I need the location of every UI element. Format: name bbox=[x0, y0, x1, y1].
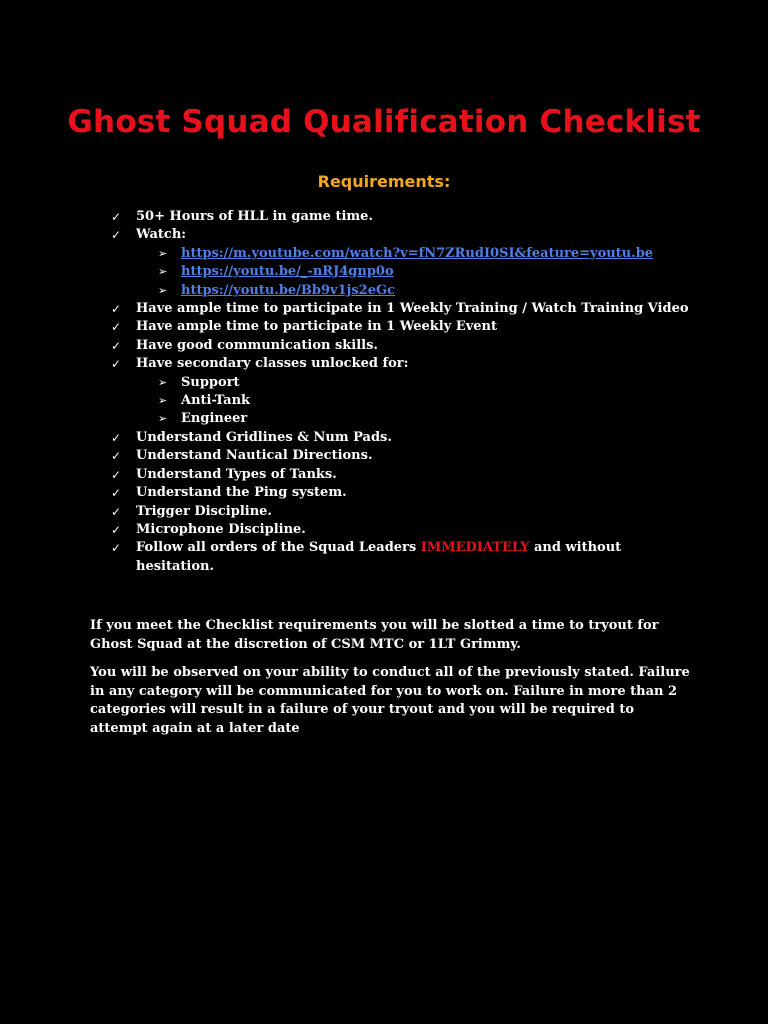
checklist-item-label: Understand Nautical Directions. bbox=[136, 448, 373, 464]
checkmark-icon: ✓ bbox=[111, 430, 122, 445]
immediately-emphasis: IMMEDIATELY bbox=[420, 540, 530, 556]
page-title: Ghost Squad Qualification Checklist bbox=[67, 104, 701, 140]
checklist-item-ping bbox=[111, 484, 701, 502]
arrow-bullet-icon: ➢ bbox=[158, 375, 168, 389]
checklist-item-communication bbox=[111, 337, 701, 355]
observation-info-paragraph: You will be observed on your ability to conduct all of the previously stated. Failure in any category will be communicated for you to work on. Failure in more than 2 categories will result in a failure of your tryout and you will be required to attempt again at a later date bbox=[90, 665, 690, 736]
checklist-item-watch bbox=[111, 226, 701, 244]
checklist-item-label: Have ample time to participate in 1 Weekly Event bbox=[136, 319, 498, 335]
checklist-item-label: Watch: bbox=[136, 227, 187, 243]
arrow-bullet-icon: ➢ bbox=[158, 394, 168, 408]
checkmark-icon: ✓ bbox=[111, 320, 122, 335]
checkmark-icon: ✓ bbox=[111, 210, 122, 224]
checkmark-icon: ✓ bbox=[111, 357, 122, 372]
checklist-item-label: 50+ Hours of HLL in game time. bbox=[136, 209, 373, 224]
video-link-item bbox=[111, 282, 701, 300]
checklist-item-label: Trigger Discipline. bbox=[136, 503, 272, 519]
checkmark-icon: ✓ bbox=[111, 486, 122, 501]
checklist-item-weekly-training bbox=[111, 300, 701, 318]
arrow-bullet-icon: ➢ bbox=[158, 265, 168, 279]
checklist-item-secondary-classes bbox=[111, 355, 701, 373]
checklist-item-label: Have ample time to participate in 1 Weekly Training / Watch Training Video bbox=[136, 301, 689, 317]
checkmark-icon: ✓ bbox=[111, 504, 122, 519]
class-label-engineer: Engineer bbox=[181, 411, 248, 427]
orders-text-before: Follow all orders of the Squad Leaders bbox=[136, 540, 421, 556]
checklist-item-label: Have secondary classes unlocked for: bbox=[136, 356, 409, 372]
class-item bbox=[111, 392, 701, 410]
checklist-item-gridlines bbox=[111, 429, 701, 447]
checkmark-icon: ✓ bbox=[111, 338, 122, 353]
checkmark-icon: ✓ bbox=[111, 467, 122, 482]
checkmark-icon: ✓ bbox=[111, 541, 122, 556]
video-link-item bbox=[111, 245, 701, 263]
checklist-item-label: Understand Types of Tanks. bbox=[136, 466, 337, 482]
checklist-item-hours bbox=[111, 208, 701, 226]
class-item bbox=[111, 410, 701, 428]
arrow-bullet-icon: ➢ bbox=[158, 246, 168, 260]
checkmark-icon: ✓ bbox=[111, 228, 122, 243]
class-label-support: Support bbox=[181, 374, 240, 390]
arrow-bullet-icon: ➢ bbox=[158, 283, 168, 297]
checkmark-icon: ✓ bbox=[111, 522, 122, 537]
class-label-anti-tank: Anti-Tank bbox=[181, 393, 251, 409]
checkmark-icon: ✓ bbox=[111, 302, 122, 317]
orders-text-after: and without hesitation. bbox=[136, 540, 622, 574]
requirements-checklist bbox=[111, 208, 701, 576]
requirements-heading: Requirements: bbox=[317, 172, 451, 191]
checklist-item-trigger bbox=[111, 503, 701, 521]
checklist-item-microphone bbox=[111, 521, 701, 539]
video-link-3[interactable]: https://youtu.be/Bb9v1js2eGc bbox=[181, 282, 396, 298]
checklist-item-weekly-event bbox=[111, 318, 701, 336]
checklist-item-label: Understand the Ping system. bbox=[136, 485, 347, 501]
checklist-item-label: Have good communication skills. bbox=[136, 337, 378, 353]
checklist-item-label: Understand Gridlines & Num Pads. bbox=[136, 429, 392, 445]
checkmark-icon: ✓ bbox=[111, 449, 122, 464]
checklist-item-label: Microphone Discipline. bbox=[136, 521, 306, 537]
checklist-item-tanks bbox=[111, 466, 701, 484]
checklist-item-nautical bbox=[111, 447, 701, 465]
video-link-1[interactable]: https://m.youtube.com/watch?v=fN7ZRudI0SI&feature=youtu.be bbox=[181, 245, 654, 261]
tryout-info-paragraph: If you meet the Checklist requirements you will be slotted a time to tryout for Ghost Squad at the discretion of CSM MTC or 1LT Grimmy. bbox=[90, 618, 659, 652]
video-link-item bbox=[111, 263, 701, 281]
arrow-bullet-icon: ➢ bbox=[158, 412, 168, 426]
video-link-2[interactable]: https://youtu.be/_-nRJ4gnp0o bbox=[181, 264, 394, 280]
class-item bbox=[111, 374, 701, 392]
checklist-item-orders bbox=[111, 539, 701, 576]
